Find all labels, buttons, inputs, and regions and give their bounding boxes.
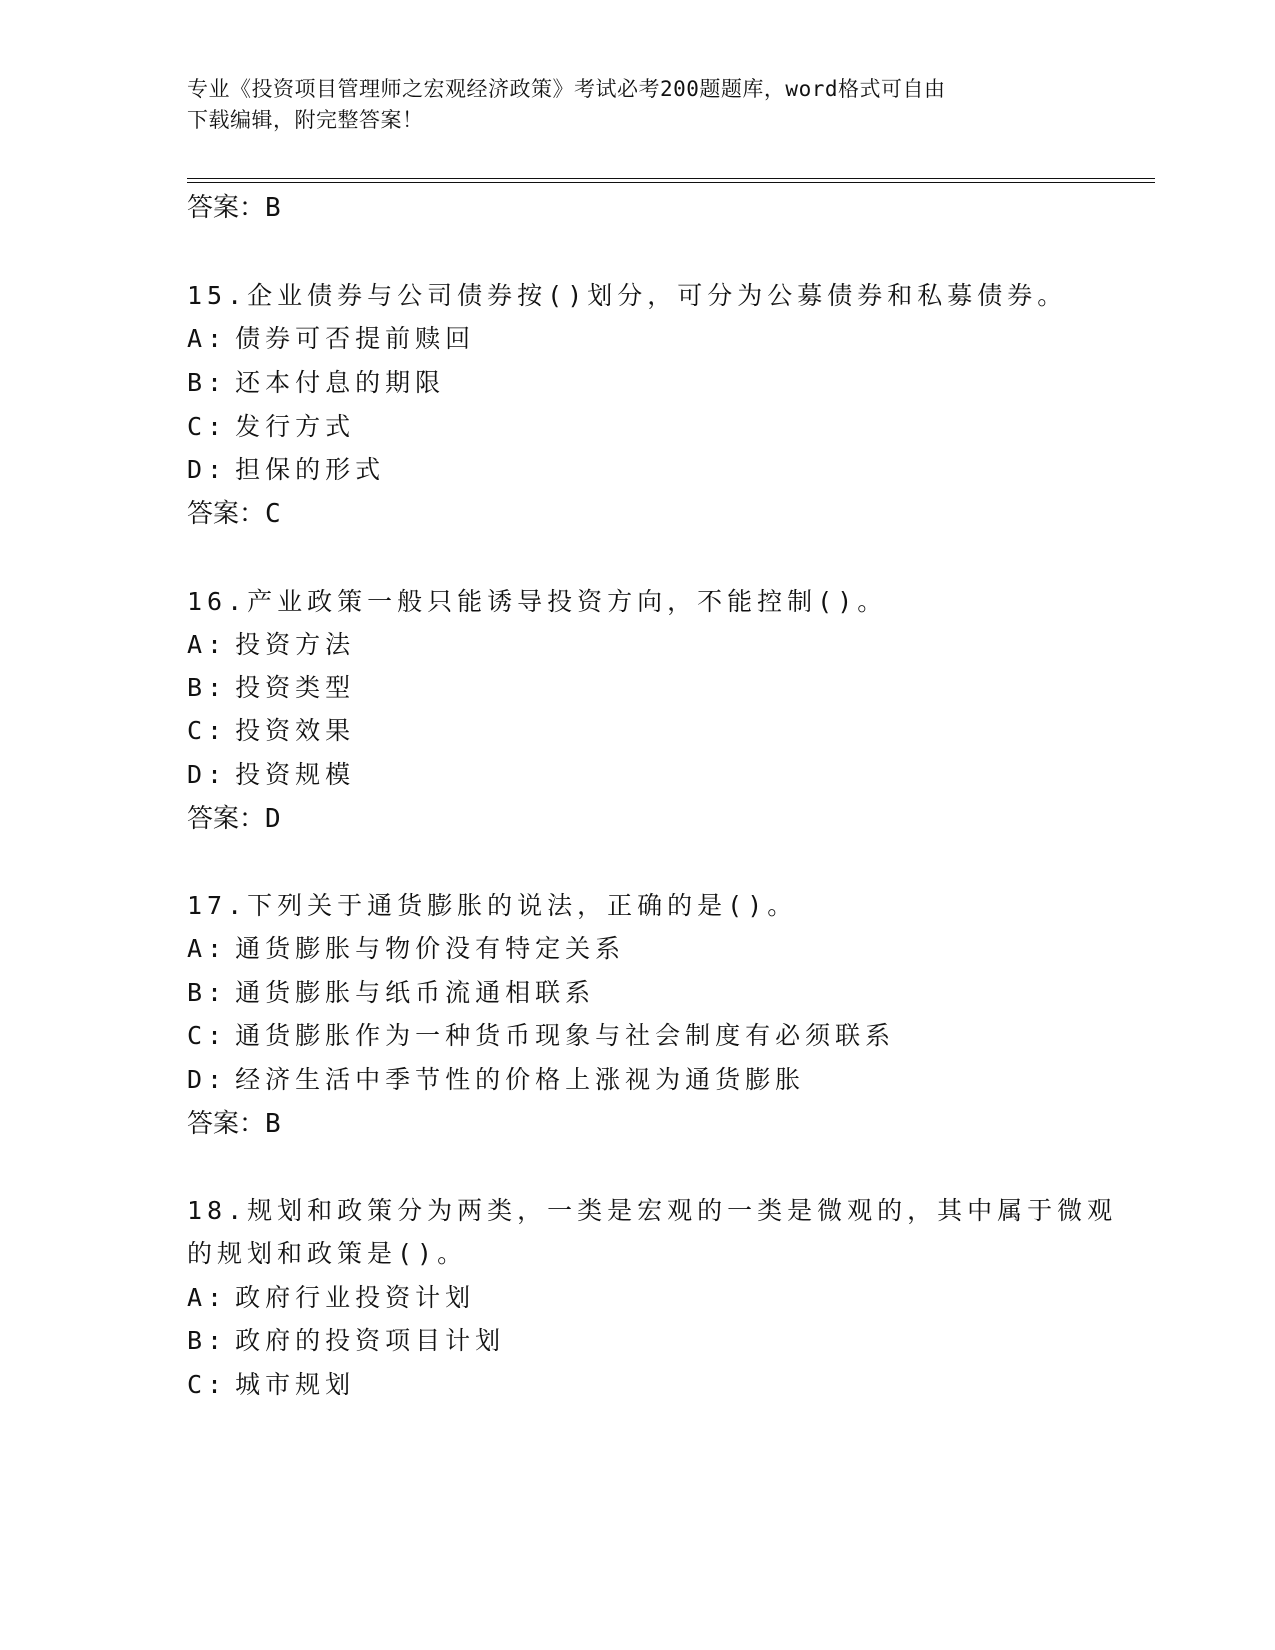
question-15-answer: [187, 499, 281, 529]
question-17-option-a: [187, 934, 625, 964]
answer-prev: [187, 193, 281, 223]
answer-value: C: [265, 499, 281, 529]
option-letter: D:: [187, 455, 228, 484]
question-16-answer: [187, 804, 281, 834]
question-17-option-d: [187, 1065, 805, 1095]
question-18-stem-line-2: 的规划和政策是()。: [187, 1239, 468, 1268]
option-letter: C:: [187, 1370, 228, 1399]
option-letter: A:: [187, 324, 228, 353]
question-15-option-b: [187, 368, 445, 398]
option-text: 还本付息的期限: [235, 368, 446, 397]
answer-label: 答案：: [187, 193, 266, 223]
header-line-1: 专业《投资项目管理师之宏观经济政策》考试必考200题题库，word格式可自由: [187, 77, 946, 101]
question-15-option-c: [187, 412, 355, 442]
option-text: 经济生活中季节性的价格上涨视为通货膨胀: [235, 1065, 806, 1094]
answer-label: 答案：: [187, 1109, 266, 1139]
option-letter: B:: [187, 978, 228, 1007]
option-letter: C:: [187, 412, 228, 441]
question-16-option-b: [187, 673, 355, 703]
question-15-option-a: [187, 324, 475, 354]
answer-label: 答案：: [187, 499, 266, 529]
question-15-option-d: [187, 455, 385, 485]
question-18-option-c: [187, 1370, 355, 1400]
option-text: 投资规模: [235, 760, 356, 789]
question-17-option-c: [187, 1021, 895, 1051]
option-letter: D:: [187, 760, 228, 789]
option-letter: A:: [187, 934, 228, 963]
option-text: 投资方法: [235, 630, 356, 659]
option-text: 发行方式: [235, 412, 356, 441]
option-letter: D:: [187, 1065, 228, 1094]
question-17-answer: [187, 1109, 281, 1139]
question-18-stem-line-1: 18.规划和政策分为两类，一类是宏观的一类是微观的，其中属于微观: [187, 1196, 1118, 1225]
question-16-stem: 16.产业政策一般只能诱导投资方向，不能控制()。: [187, 587, 888, 616]
option-text: 通货膨胀作为一种货币现象与社会制度有必须联系: [235, 1021, 896, 1050]
answer-value: B: [265, 1109, 281, 1139]
question-17-stem: 17.下列关于通货膨胀的说法，正确的是()。: [187, 891, 798, 920]
question-15-stem: 15.企业债券与公司债券按()划分，可分为公募债券和私募债券。: [187, 281, 1068, 310]
question-18-option-a: [187, 1283, 475, 1313]
question-16-option-d: [187, 760, 355, 790]
option-text: 投资效果: [235, 716, 356, 745]
document-header: [187, 74, 1087, 136]
option-letter: C:: [187, 1021, 228, 1050]
option-text: 城市规划: [235, 1370, 356, 1399]
option-text: 投资类型: [235, 673, 356, 702]
option-letter: C:: [187, 716, 228, 745]
option-text: 担保的形式: [235, 455, 386, 484]
option-letter: B:: [187, 1326, 228, 1355]
header-divider-bottom: [187, 182, 1155, 183]
question-16-option-c: [187, 716, 355, 746]
option-text: 通货膨胀与纸币流通相联系: [235, 978, 596, 1007]
question-17-option-b: [187, 978, 595, 1008]
header-line-2: 下载编辑，附完整答案！: [187, 108, 424, 132]
option-letter: B:: [187, 368, 228, 397]
answer-value: D: [265, 804, 281, 834]
header-divider-top: [187, 178, 1155, 179]
option-letter: B:: [187, 673, 228, 702]
question-16-option-a: [187, 630, 355, 660]
answer-value: B: [265, 193, 281, 223]
option-text: 债券可否提前赎回: [235, 324, 476, 353]
option-letter: A:: [187, 630, 228, 659]
option-text: 通货膨胀与物价没有特定关系: [235, 934, 626, 963]
question-18-option-b: [187, 1326, 505, 1356]
option-text: 政府行业投资计划: [235, 1283, 476, 1312]
option-text: 政府的投资项目计划: [235, 1326, 506, 1355]
answer-label: 答案：: [187, 804, 266, 834]
option-letter: A:: [187, 1283, 228, 1312]
